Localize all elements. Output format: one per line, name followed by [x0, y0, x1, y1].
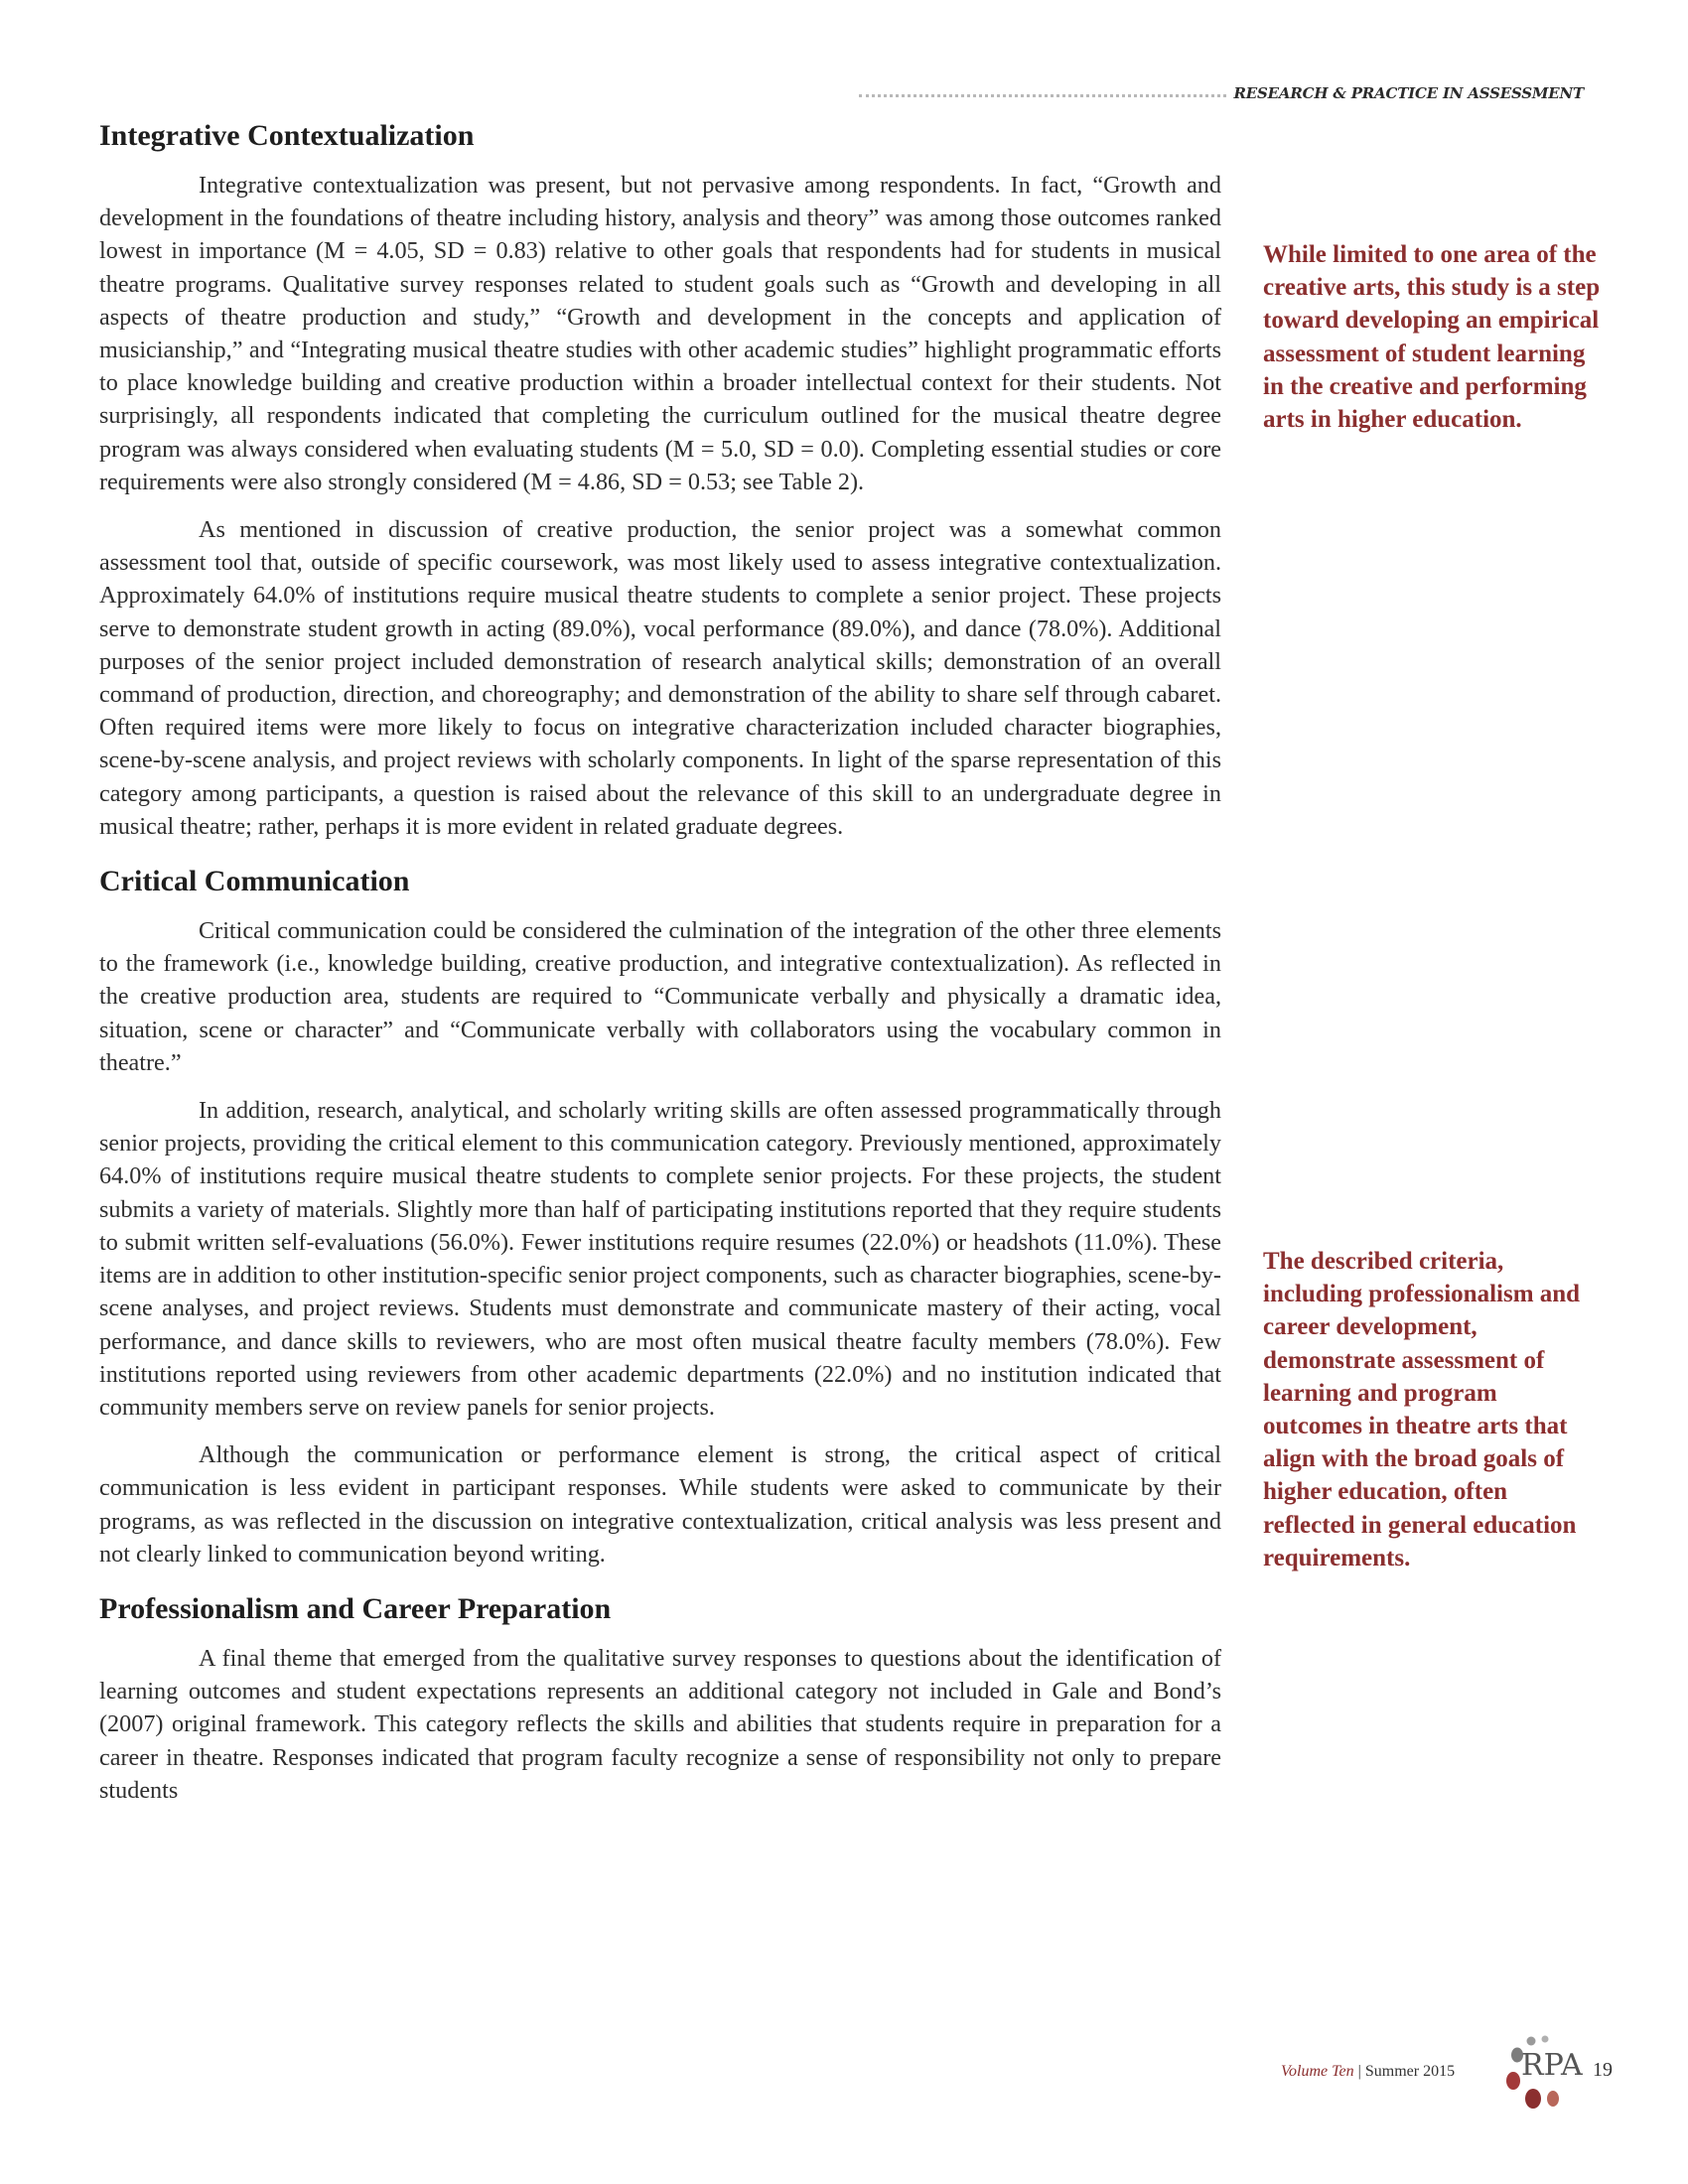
paragraph: A final theme that emerged from the qualitative survey responses to questions about the identification of learning outcomes and student expectations represents an additional category not included in Gale and Bond’s (2007) original framework. This category reflects the skills and abilities that students require in preparation for a career in theatre. Responses indicated that program faculty recognize a sense of responsibility not only to prepare students	[99, 1644, 1221, 1804]
section-heading: Integrative Contextualization	[99, 119, 475, 152]
paragraph: Critical communication could be considered the culmination of the integration of the other three elements to the framework (i.e., knowledge building, creative production, and integrative contextualization). As reflected in the creative production area, students are required to “Communicate verbally and physically a dramatic idea, situation, scene or character” and “Communicate verbally with collaborators using the vocabulary common in theatre.”	[99, 917, 1221, 1076]
rpa-logo-icon	[1497, 2033, 1587, 2115]
paragraph: In addition, research, analytical, and scholarly writing skills are often assessed programmatically through senior projects, providing the critical element to this communication category. Previously mentioned, approximately 64.0% of institutions require musical theatre students to complete senior projects. For these projects, the student submits a variety of materials. Slightly more than half of participating institutions reported that they require students to submit written self-evaluations (56.0%). Fewer institutions require resumes (22.0%) or headshots (11.0%). These items are in addition to other institution-specific senior project components, such as character biographies, scene-by-scene analyses, and project reviews. Students must demonstrate and communicate mastery of their acting, vocal performance, and dance skills to reviewers, who are most often musical theatre faculty members (78.0%). Few institutions reported using reviewers from other academic departments (22.0%) and no institution indicated that community members serve on review panels for senior projects.	[99, 1097, 1221, 1421]
pull-quote-1: While limited to one area of the creative arts, this study is a step toward developing an empirical assessment of student learning in the creative and performing arts in higher education.	[1263, 241, 1601, 434]
running-header	[859, 81, 1584, 105]
page-footer	[1281, 2048, 1613, 2113]
paragraph: As mentioned in discussion of creative production, the senior project was a somewhat common assessment tool that, outside of specific coursework, was most likely used to assess integrative contextualization. Approximately 64.0% of institutions require musical theatre students to complete a senior project. These projects serve to demonstrate student growth in acting (89.0%), vocal performance (89.0%), and dance (78.0%). Additional purposes of the senior project included demonstration of research analytical skills; demonstration of an overall command of production, direction, and choreography; and demonstration of the ability to share self through cabaret. Often required items were more likely to focus on integrative characterization included character biographies, scene-by-scene analysis, and project reviews with scholarly components. In light of the sparse representation of this category among participants, a question is raised about the relevance of this skill to an undergraduate degree in musical theatre; rather, perhaps it is more evident in related graduate degrees.	[99, 516, 1221, 840]
pull-quote-2: The described criteria, including professionalism and career development, demonstrate assessment of learning and program outcomes in theatre arts that align with the broad goals of higher education, often reflected in general education requirements.	[1263, 1248, 1581, 1571]
running-title: RESEARCH & PRACTICE IN ASSESSMENT	[1233, 84, 1584, 102]
section-heading: Critical Communication	[99, 865, 410, 898]
section-integrative-contextualization	[99, 117, 1221, 843]
section-heading: Professionalism and Career Preparation	[99, 1591, 612, 1625]
section-critical-communication	[99, 863, 1221, 1570]
dotted-leader	[859, 94, 1226, 97]
paragraph: Integrative contextualization was present, but not pervasive among respondents. In fact, “Growth and development in the foundations of theatre including history, analysis and theory” was among those outcomes ranked lowest in importance (M = 4.05, SD = 0.83) relative to other goals that respondents had for students in musical theatre programs. Qualitative survey responses related to student goals such as “Growth and developing in all aspects of theatre production and study,” “Growth and development in the concepts and application of musicianship,” and “Integrating musical theatre studies with other academic studies” highlight programmatic efforts to place knowledge building and creative production within a broader intellectual context for their students. Not surprisingly, all respondents indicated that completing the curriculum outlined for the musical theatre degree program was always considered when evaluating students (M = 5.0, SD = 0.0). Completing essential studies or core requirements were also strongly considered (M = 4.86, SD = 0.53; see Table 2).	[99, 172, 1221, 495]
journal-volume	[1281, 2063, 1455, 2081]
volume-label: Volume Ten	[1281, 2063, 1354, 2080]
footer-separator: |	[1353, 2063, 1365, 2080]
section-professionalism-career-preparation	[99, 1590, 1221, 1807]
logo-text: RPA	[1521, 2048, 1583, 2083]
page-number: 19	[1593, 2059, 1613, 2081]
article-body	[99, 117, 1221, 1822]
issue-label: Summer 2015	[1364, 2063, 1456, 2080]
paragraph: Although the communication or performance element is strong, the critical aspect of critical communication is less evident in participant responses. While students were asked to communicate by their programs, as was reflected in the discussion on integrative contextualization, critical analysis was less present and not clearly linked to communication beyond writing.	[99, 1441, 1221, 1568]
